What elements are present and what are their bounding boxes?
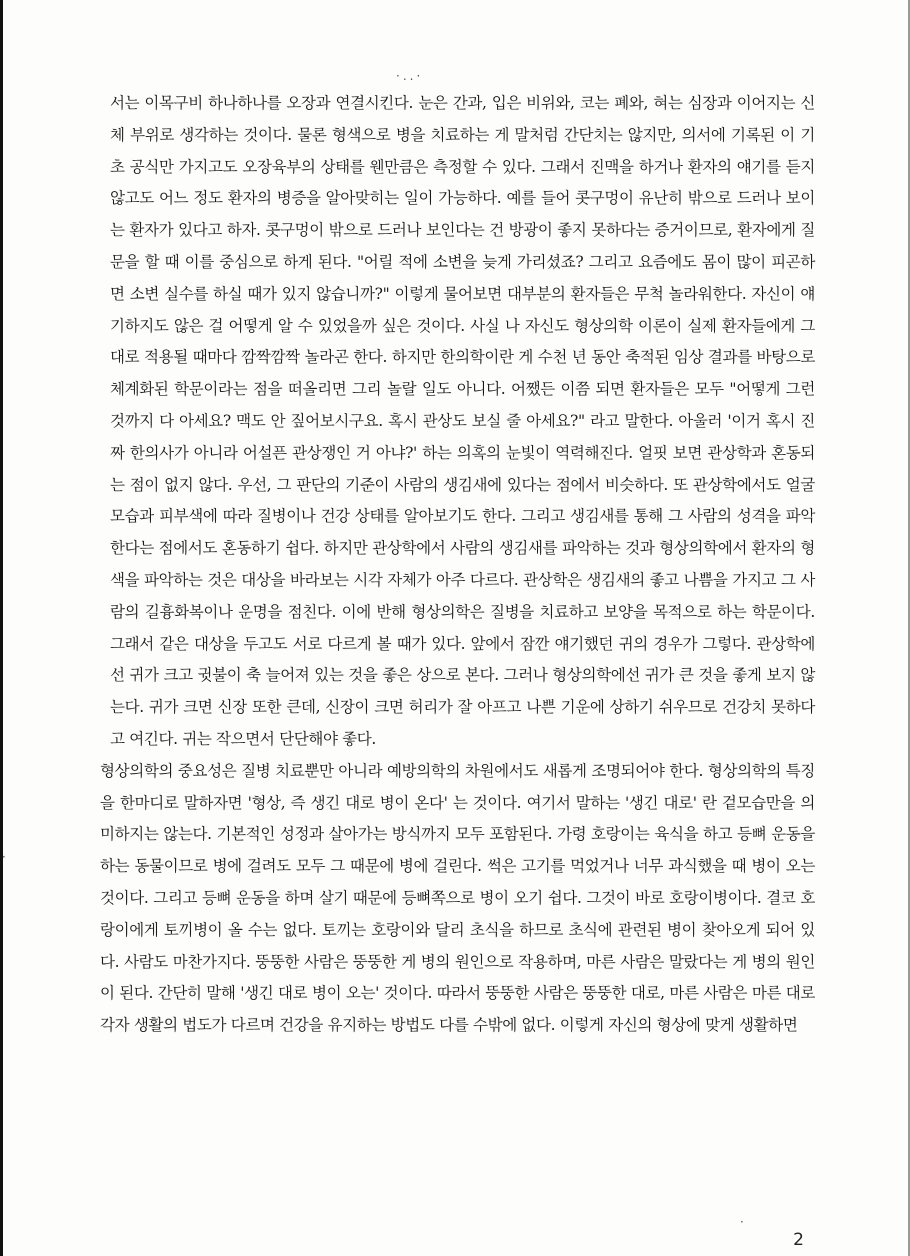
paragraph-1: 서는 이목구비 하나하나를 오장과 연결시킨다. 눈은 간과, 입은 비위와, 코는 폐와, 혀는 심장과 이어지는 신체 부위로 생각하는 것이다. 물론 형색으로 병을 치료하는 게 말처럼 간단치는 않지만, 의서에 기록된 이 기초 공식만 가지고도 오장육부의 상태를 웬만큼은 측정할 수 있다. 그래서 진맥을 하거나 환자의 얘기를 듣지 않고도 어느 정도 환자의 병증을 알아맞히는 일이 가능하다. 예를 들어 콧구멍이 유난히 밖으로 드러나 보이는 환자가 있다고 하자. 콧구멍이 밖으로 드러나 보인다는 건 방광이 좋지 못하다는 증거이므로, 환자에게 질문을 할 때 이를 중심으로 하게 된다. "어릴 적에 소변을 늦게 가리셨죠? 그리고 요즘에도 몸이 많이 피곤하면 소변 실수를 하실 때가 있지 않습니까?" 이렇게 물어보면 대부분의 환자들은 무척 놀라워한다. 자신이 얘기하지도 않은 걸 어떻게 알 수 있었을까 싶은 것이다. 사실 나 자신도 형상의학 이론이 실제 환자들에게 그대로 적용될 때마다 깜짝깜짝 놀라곤 한다. 하지만 한의학이란 게 수천 년 동안 축적된 임상 결과를 바탕으로 체계화된 학문이라는 점을 떠올리면 그리 놀랄 일도 아니다. 어쨌든 이쯤 되면 환자들은 모두 "어떻게 그런 것까지 다 아세요? 맥도 안 짚어보시구요. 혹시 관상도 보실 줄 아세요?" 라고 말한다. 아울러 '이거 혹시 진짜 한의사가 아니라 어설픈 관상쟁인 거 아냐?' 하는 의혹의 눈빛이 역력해진다. 얼핏 보면 관상학과 혼동되는 점이 없지 않다. 우선, 그 판단의 기준이 사람의 생김새에 있다는 점에서 비슷하다. 또 관상학에서도 얼굴 모습과 피부색에 따라 질병이나 건강 상태를 알아보기도 한다. 그리고 생김새를 통해 그 사람의 성격을 파악한다는 점에서도 혼동하기 쉽다. 하지만 관상학에서 사람의 생김새를 파악하는 것과 형상의학에서 환자의 형색을 파악하는 것은 대상을 바라보는 시각 자체가 아주 다르다. 관상학은 생김새의 좋고 나쁨을 가지고 그 사람의 길흉화복이나 운명을 점친다. 이에 반해 형상의학은 질병을 치료하고 보양을 목적으로 하는 학문이다. 그래서 같은 대상을 두고도 서로 다르게 볼 때가 있다. 앞에서 잠깐 얘기했던 귀의 경우가 그렇다. 관상학에선 귀가 크고 귓불이 축 늘어져 있는 것을 좋은 상으로 본다. 그러나 형상의학에선 귀가 큰 것을 좋게 보지 않는다. 귀가 크면 신장 또한 큰데, 신장이 크면 허리가 잘 아프고 나쁜 기운에 상하기 쉬우므로 건강치 못하다고 여긴다. 귀는 작으면서 단단해야 좋다.: [110, 94, 815, 748]
paragraph-2: 형상의학의 중요성은 질병 치료뿐만 아니라 예방의학의 차원에서도 새롭게 조명되어야 한다. 형상의학의 특징을 한마디로 말하자면 '형상, 즉 생긴 대로 병이 온다' 는 것이다. 여기서 말하는 '생긴 대로' 란 겉모습만을 의미하지는 않는다. 기본적인 성정과 살아가는 방식까지 모두 포함된다. 가령 호랑이는 육식을 하고 등뼈 운동을 하는 동물이므로 병에 걸려도 모두 그 때문에 병에 걸린다. 썩은 고기를 먹었거나 너무 과식했을 때 병이 오는 것이다. 그리고 등뼈 운동을 하며 살기 때문에 등뼈쪽으로 병이 오기 쉽다. 그것이 바로 호랑이병이다. 결코 호랑이에게 토끼병이 올 수는 없다. 토끼는 호랑이와 달리 초식을 하므로 초식에 관련된 병이 찾아오게 되어 있다. 사람도 마찬가지다. 뚱뚱한 사람은 뚱뚱한 게 병의 원인으로 작용하며, 마른 사람은 말랐다는 게 병의 원인이 된다. 간단히 말해 '생긴 대로 병이 오는' 것이다. 따라서 뚱뚱한 사람은 뚱뚱한 대로, 마른 사람은 마른 대로 각자 생활의 법도가 다르며 건강을 유지하는 방법도 다를 수밖에 없다. 이렇게 자신의 형상에 맞게 생활하면: [100, 761, 815, 1035]
scan-speck-bottom: ·: [740, 1215, 744, 1229]
body-text: [100, 88, 815, 1042]
scan-left-border: [0, 0, 3, 1256]
scan-speck-top: ·..·: [396, 69, 424, 83]
scan-speck-left: ·: [2, 850, 6, 864]
page-number: 2: [793, 1230, 804, 1250]
